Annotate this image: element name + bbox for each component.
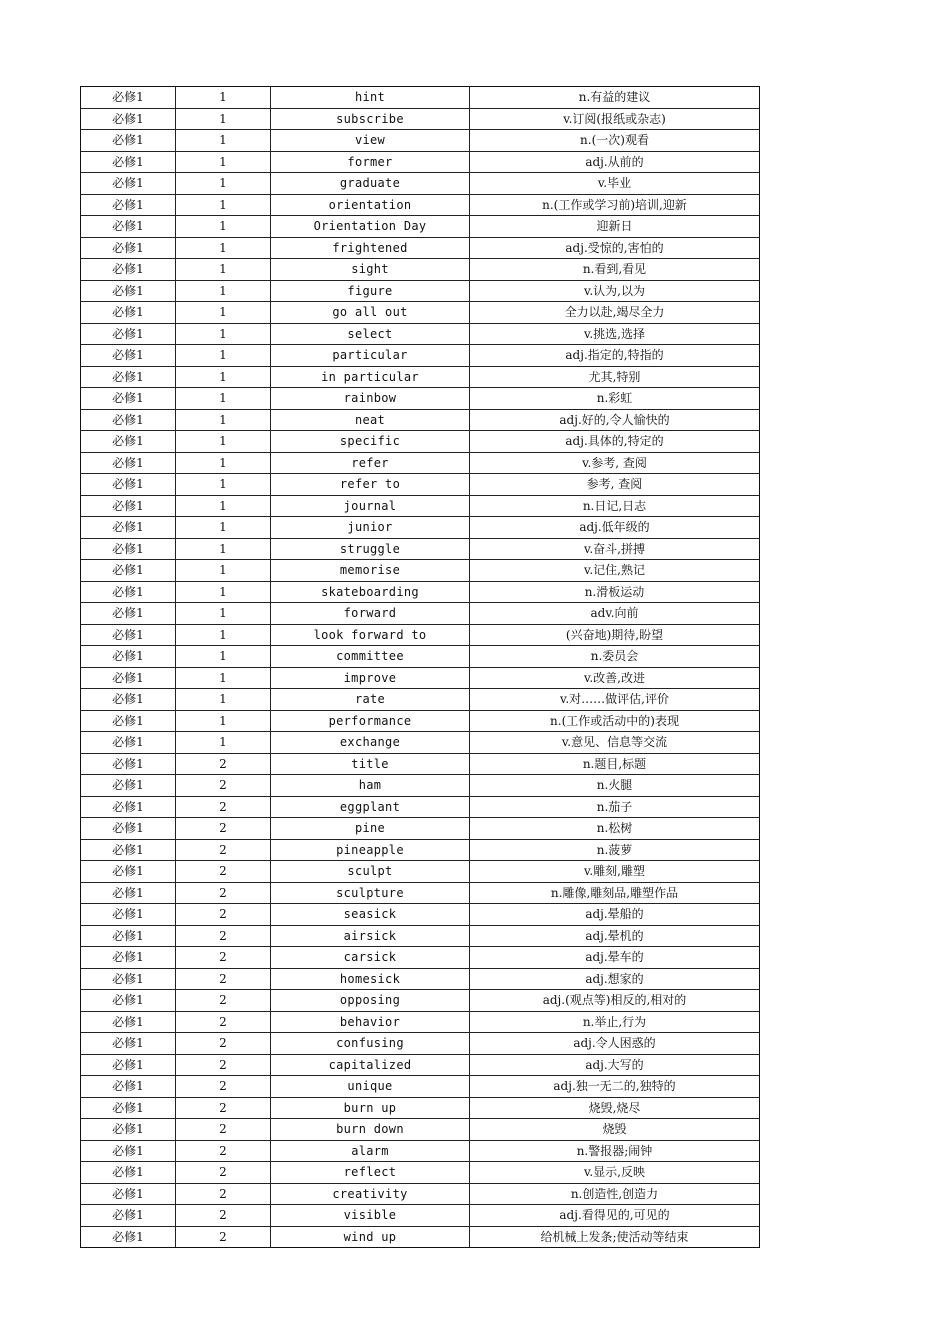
unit-cell: 2 [176, 1033, 271, 1055]
book-cell: 必修1 [81, 302, 176, 324]
table-row [81, 1183, 760, 1205]
table-row [81, 538, 760, 560]
meaning-cell: v.对……做评估,评价 [470, 689, 760, 711]
table-row [81, 796, 760, 818]
meaning-cell: n.茄子 [470, 796, 760, 818]
meaning-cell: v.改善,改进 [470, 667, 760, 689]
unit-cell: 2 [176, 796, 271, 818]
meaning-cell: n.滑板运动 [470, 581, 760, 603]
meaning-cell: v.奋斗,拼搏 [470, 538, 760, 560]
word-cell: junior [271, 517, 470, 539]
word-cell: struggle [271, 538, 470, 560]
meaning-cell: n.(工作或学习前)培训,迎新 [470, 194, 760, 216]
table-row [81, 1226, 760, 1248]
meaning-cell: v.毕业 [470, 173, 760, 195]
meaning-cell: v.挑选,选择 [470, 323, 760, 345]
meaning-cell: 参考, 查阅 [470, 474, 760, 496]
word-cell: sight [271, 259, 470, 281]
table-row [81, 990, 760, 1012]
word-cell: burn down [271, 1119, 470, 1141]
meaning-cell: adv.向前 [470, 603, 760, 625]
word-cell: carsick [271, 947, 470, 969]
meaning-cell: 全力以赴,竭尽全力 [470, 302, 760, 324]
meaning-cell: adj.大写的 [470, 1054, 760, 1076]
meaning-cell: 迎新日 [470, 216, 760, 238]
meaning-cell: n.松树 [470, 818, 760, 840]
word-cell: frightened [271, 237, 470, 259]
word-cell: reflect [271, 1162, 470, 1184]
table-row [81, 581, 760, 603]
book-cell: 必修1 [81, 237, 176, 259]
unit-cell: 2 [176, 1097, 271, 1119]
book-cell: 必修1 [81, 624, 176, 646]
meaning-cell: v.记住,熟记 [470, 560, 760, 582]
meaning-cell: adj.独一无二的,独特的 [470, 1076, 760, 1098]
unit-cell: 2 [176, 925, 271, 947]
vocabulary-table-body [81, 87, 760, 1248]
table-row [81, 431, 760, 453]
book-cell: 必修1 [81, 323, 176, 345]
book-cell: 必修1 [81, 194, 176, 216]
unit-cell: 2 [176, 990, 271, 1012]
table-row [81, 818, 760, 840]
unit-cell: 2 [176, 1054, 271, 1076]
unit-cell: 1 [176, 345, 271, 367]
word-cell: improve [271, 667, 470, 689]
unit-cell: 1 [176, 366, 271, 388]
book-cell: 必修1 [81, 108, 176, 130]
book-cell: 必修1 [81, 861, 176, 883]
table-row [81, 216, 760, 238]
word-cell: title [271, 753, 470, 775]
unit-cell: 2 [176, 968, 271, 990]
book-cell: 必修1 [81, 1226, 176, 1248]
word-cell: former [271, 151, 470, 173]
unit-cell: 1 [176, 259, 271, 281]
book-cell: 必修1 [81, 560, 176, 582]
unit-cell: 1 [176, 323, 271, 345]
unit-cell: 1 [176, 689, 271, 711]
unit-cell: 2 [176, 1183, 271, 1205]
table-row [81, 409, 760, 431]
word-cell: memorise [271, 560, 470, 582]
word-cell: orientation [271, 194, 470, 216]
word-cell: burn up [271, 1097, 470, 1119]
table-row [81, 710, 760, 732]
unit-cell: 1 [176, 560, 271, 582]
unit-cell: 2 [176, 1011, 271, 1033]
word-cell: refer [271, 452, 470, 474]
word-cell: visible [271, 1205, 470, 1227]
unit-cell: 1 [176, 603, 271, 625]
word-cell: rainbow [271, 388, 470, 410]
unit-cell: 2 [176, 818, 271, 840]
table-row [81, 861, 760, 883]
table-row [81, 108, 760, 130]
meaning-cell: n.警报器;闹钟 [470, 1140, 760, 1162]
table-row [81, 452, 760, 474]
unit-cell: 1 [176, 409, 271, 431]
table-row [81, 151, 760, 173]
meaning-cell: n.雕像,雕刻品,雕塑作品 [470, 882, 760, 904]
meaning-cell: 烧毁,烧尽 [470, 1097, 760, 1119]
table-row [81, 280, 760, 302]
unit-cell: 2 [176, 1140, 271, 1162]
table-row [81, 1119, 760, 1141]
unit-cell: 2 [176, 753, 271, 775]
table-row [81, 646, 760, 668]
book-cell: 必修1 [81, 646, 176, 668]
meaning-cell: adj.想家的 [470, 968, 760, 990]
unit-cell: 1 [176, 173, 271, 195]
unit-cell: 1 [176, 216, 271, 238]
book-cell: 必修1 [81, 151, 176, 173]
meaning-cell: adj.晕机的 [470, 925, 760, 947]
meaning-cell: n.创造性,创造力 [470, 1183, 760, 1205]
vocabulary-table [80, 86, 760, 1248]
unit-cell: 1 [176, 474, 271, 496]
unit-cell: 1 [176, 624, 271, 646]
book-cell: 必修1 [81, 87, 176, 109]
meaning-cell: v.订阅(报纸或杂志) [470, 108, 760, 130]
meaning-cell: n.看到,看见 [470, 259, 760, 281]
book-cell: 必修1 [81, 1162, 176, 1184]
book-cell: 必修1 [81, 345, 176, 367]
table-row [81, 1011, 760, 1033]
book-cell: 必修1 [81, 775, 176, 797]
unit-cell: 1 [176, 517, 271, 539]
word-cell: hint [271, 87, 470, 109]
table-row [81, 259, 760, 281]
book-cell: 必修1 [81, 1140, 176, 1162]
word-cell: Orientation Day [271, 216, 470, 238]
book-cell: 必修1 [81, 280, 176, 302]
book-cell: 必修1 [81, 947, 176, 969]
book-cell: 必修1 [81, 1183, 176, 1205]
unit-cell: 1 [176, 431, 271, 453]
book-cell: 必修1 [81, 904, 176, 926]
word-cell: performance [271, 710, 470, 732]
unit-cell: 1 [176, 87, 271, 109]
book-cell: 必修1 [81, 130, 176, 152]
word-cell: sculpt [271, 861, 470, 883]
unit-cell: 2 [176, 775, 271, 797]
meaning-cell: n.有益的建议 [470, 87, 760, 109]
word-cell: skateboarding [271, 581, 470, 603]
book-cell: 必修1 [81, 1205, 176, 1227]
book-cell: 必修1 [81, 710, 176, 732]
word-cell: go all out [271, 302, 470, 324]
unit-cell: 2 [176, 882, 271, 904]
book-cell: 必修1 [81, 667, 176, 689]
table-row [81, 882, 760, 904]
table-row [81, 1140, 760, 1162]
unit-cell: 1 [176, 710, 271, 732]
word-cell: airsick [271, 925, 470, 947]
word-cell: exchange [271, 732, 470, 754]
unit-cell: 1 [176, 538, 271, 560]
book-cell: 必修1 [81, 173, 176, 195]
table-row [81, 1097, 760, 1119]
word-cell: committee [271, 646, 470, 668]
table-row [81, 194, 760, 216]
unit-cell: 2 [176, 1205, 271, 1227]
word-cell: pineapple [271, 839, 470, 861]
table-row [81, 947, 760, 969]
book-cell: 必修1 [81, 388, 176, 410]
meaning-cell: (兴奋地)期待,盼望 [470, 624, 760, 646]
unit-cell: 1 [176, 388, 271, 410]
meaning-cell: n.题目,标题 [470, 753, 760, 775]
meaning-cell: adj.令人困惑的 [470, 1033, 760, 1055]
word-cell: eggplant [271, 796, 470, 818]
book-cell: 必修1 [81, 753, 176, 775]
book-cell: 必修1 [81, 1119, 176, 1141]
table-row [81, 1205, 760, 1227]
word-cell: specific [271, 431, 470, 453]
meaning-cell: adj.指定的,特指的 [470, 345, 760, 367]
table-row [81, 87, 760, 109]
meaning-cell: v.意见、信息等交流 [470, 732, 760, 754]
unit-cell: 1 [176, 495, 271, 517]
unit-cell: 1 [176, 667, 271, 689]
unit-cell: 1 [176, 646, 271, 668]
table-row [81, 624, 760, 646]
table-row [81, 474, 760, 496]
table-row [81, 839, 760, 861]
unit-cell: 2 [176, 839, 271, 861]
word-cell: seasick [271, 904, 470, 926]
word-cell: journal [271, 495, 470, 517]
book-cell: 必修1 [81, 732, 176, 754]
table-row [81, 753, 760, 775]
word-cell: creativity [271, 1183, 470, 1205]
word-cell: refer to [271, 474, 470, 496]
book-cell: 必修1 [81, 409, 176, 431]
book-cell: 必修1 [81, 581, 176, 603]
table-row [81, 323, 760, 345]
meaning-cell: 烧毁 [470, 1119, 760, 1141]
unit-cell: 2 [176, 1119, 271, 1141]
unit-cell: 1 [176, 237, 271, 259]
book-cell: 必修1 [81, 689, 176, 711]
unit-cell: 1 [176, 302, 271, 324]
book-cell: 必修1 [81, 495, 176, 517]
word-cell: view [271, 130, 470, 152]
meaning-cell: v.参考, 查阅 [470, 452, 760, 474]
book-cell: 必修1 [81, 968, 176, 990]
meaning-cell: adj.从前的 [470, 151, 760, 173]
table-row [81, 366, 760, 388]
word-cell: in particular [271, 366, 470, 388]
book-cell: 必修1 [81, 452, 176, 474]
table-row [81, 517, 760, 539]
unit-cell: 1 [176, 452, 271, 474]
table-row [81, 495, 760, 517]
book-cell: 必修1 [81, 366, 176, 388]
meaning-cell: n.(工作或活动中的)表现 [470, 710, 760, 732]
word-cell: opposing [271, 990, 470, 1012]
book-cell: 必修1 [81, 517, 176, 539]
table-row [81, 345, 760, 367]
book-cell: 必修1 [81, 882, 176, 904]
book-cell: 必修1 [81, 1011, 176, 1033]
unit-cell: 2 [176, 947, 271, 969]
meaning-cell: adj.受惊的,害怕的 [470, 237, 760, 259]
meaning-cell: adj.(观点等)相反的,相对的 [470, 990, 760, 1012]
unit-cell: 2 [176, 861, 271, 883]
book-cell: 必修1 [81, 474, 176, 496]
unit-cell: 2 [176, 1162, 271, 1184]
book-cell: 必修1 [81, 796, 176, 818]
meaning-cell: 尤其,特别 [470, 366, 760, 388]
unit-cell: 1 [176, 151, 271, 173]
table-row [81, 775, 760, 797]
book-cell: 必修1 [81, 818, 176, 840]
word-cell: look forward to [271, 624, 470, 646]
table-row [81, 689, 760, 711]
book-cell: 必修1 [81, 1097, 176, 1119]
table-row [81, 968, 760, 990]
table-row [81, 904, 760, 926]
meaning-cell: adj.具体的,特定的 [470, 431, 760, 453]
unit-cell: 2 [176, 1226, 271, 1248]
table-row [81, 1162, 760, 1184]
unit-cell: 1 [176, 108, 271, 130]
meaning-cell: n.举止,行为 [470, 1011, 760, 1033]
table-row [81, 925, 760, 947]
word-cell: graduate [271, 173, 470, 195]
table-row [81, 130, 760, 152]
meaning-cell: v.显示,反映 [470, 1162, 760, 1184]
unit-cell: 1 [176, 732, 271, 754]
unit-cell: 1 [176, 280, 271, 302]
table-row [81, 173, 760, 195]
book-cell: 必修1 [81, 1054, 176, 1076]
word-cell: particular [271, 345, 470, 367]
unit-cell: 2 [176, 904, 271, 926]
book-cell: 必修1 [81, 1033, 176, 1055]
table-row [81, 603, 760, 625]
book-cell: 必修1 [81, 538, 176, 560]
word-cell: behavior [271, 1011, 470, 1033]
meaning-cell: adj.看得见的,可见的 [470, 1205, 760, 1227]
book-cell: 必修1 [81, 431, 176, 453]
book-cell: 必修1 [81, 925, 176, 947]
meaning-cell: v.雕刻,雕塑 [470, 861, 760, 883]
meaning-cell: adj.好的,令人愉快的 [470, 409, 760, 431]
word-cell: subscribe [271, 108, 470, 130]
word-cell: ham [271, 775, 470, 797]
unit-cell: 1 [176, 194, 271, 216]
meaning-cell: n.彩虹 [470, 388, 760, 410]
table-row [81, 388, 760, 410]
meaning-cell: adj.低年级的 [470, 517, 760, 539]
word-cell: neat [271, 409, 470, 431]
meaning-cell: n.菠萝 [470, 839, 760, 861]
meaning-cell: n.日记,日志 [470, 495, 760, 517]
word-cell: select [271, 323, 470, 345]
meaning-cell: n.(一次)观看 [470, 130, 760, 152]
book-cell: 必修1 [81, 216, 176, 238]
table-row [81, 560, 760, 582]
word-cell: capitalized [271, 1054, 470, 1076]
book-cell: 必修1 [81, 1076, 176, 1098]
word-cell: unique [271, 1076, 470, 1098]
word-cell: sculpture [271, 882, 470, 904]
meaning-cell: n.委员会 [470, 646, 760, 668]
meaning-cell: adj.晕船的 [470, 904, 760, 926]
book-cell: 必修1 [81, 603, 176, 625]
unit-cell: 1 [176, 130, 271, 152]
word-cell: pine [271, 818, 470, 840]
table-row [81, 1033, 760, 1055]
unit-cell: 2 [176, 1076, 271, 1098]
word-cell: alarm [271, 1140, 470, 1162]
word-cell: confusing [271, 1033, 470, 1055]
meaning-cell: v.认为,以为 [470, 280, 760, 302]
word-cell: forward [271, 603, 470, 625]
table-row [81, 667, 760, 689]
word-cell: rate [271, 689, 470, 711]
unit-cell: 1 [176, 581, 271, 603]
table-row [81, 237, 760, 259]
book-cell: 必修1 [81, 839, 176, 861]
meaning-cell: adj.晕车的 [470, 947, 760, 969]
word-cell: wind up [271, 1226, 470, 1248]
book-cell: 必修1 [81, 259, 176, 281]
table-row [81, 1076, 760, 1098]
book-cell: 必修1 [81, 990, 176, 1012]
table-row [81, 732, 760, 754]
table-row [81, 1054, 760, 1076]
word-cell: figure [271, 280, 470, 302]
meaning-cell: 给机械上发条;使活动等结束 [470, 1226, 760, 1248]
table-row [81, 302, 760, 324]
word-cell: homesick [271, 968, 470, 990]
meaning-cell: n.火腿 [470, 775, 760, 797]
